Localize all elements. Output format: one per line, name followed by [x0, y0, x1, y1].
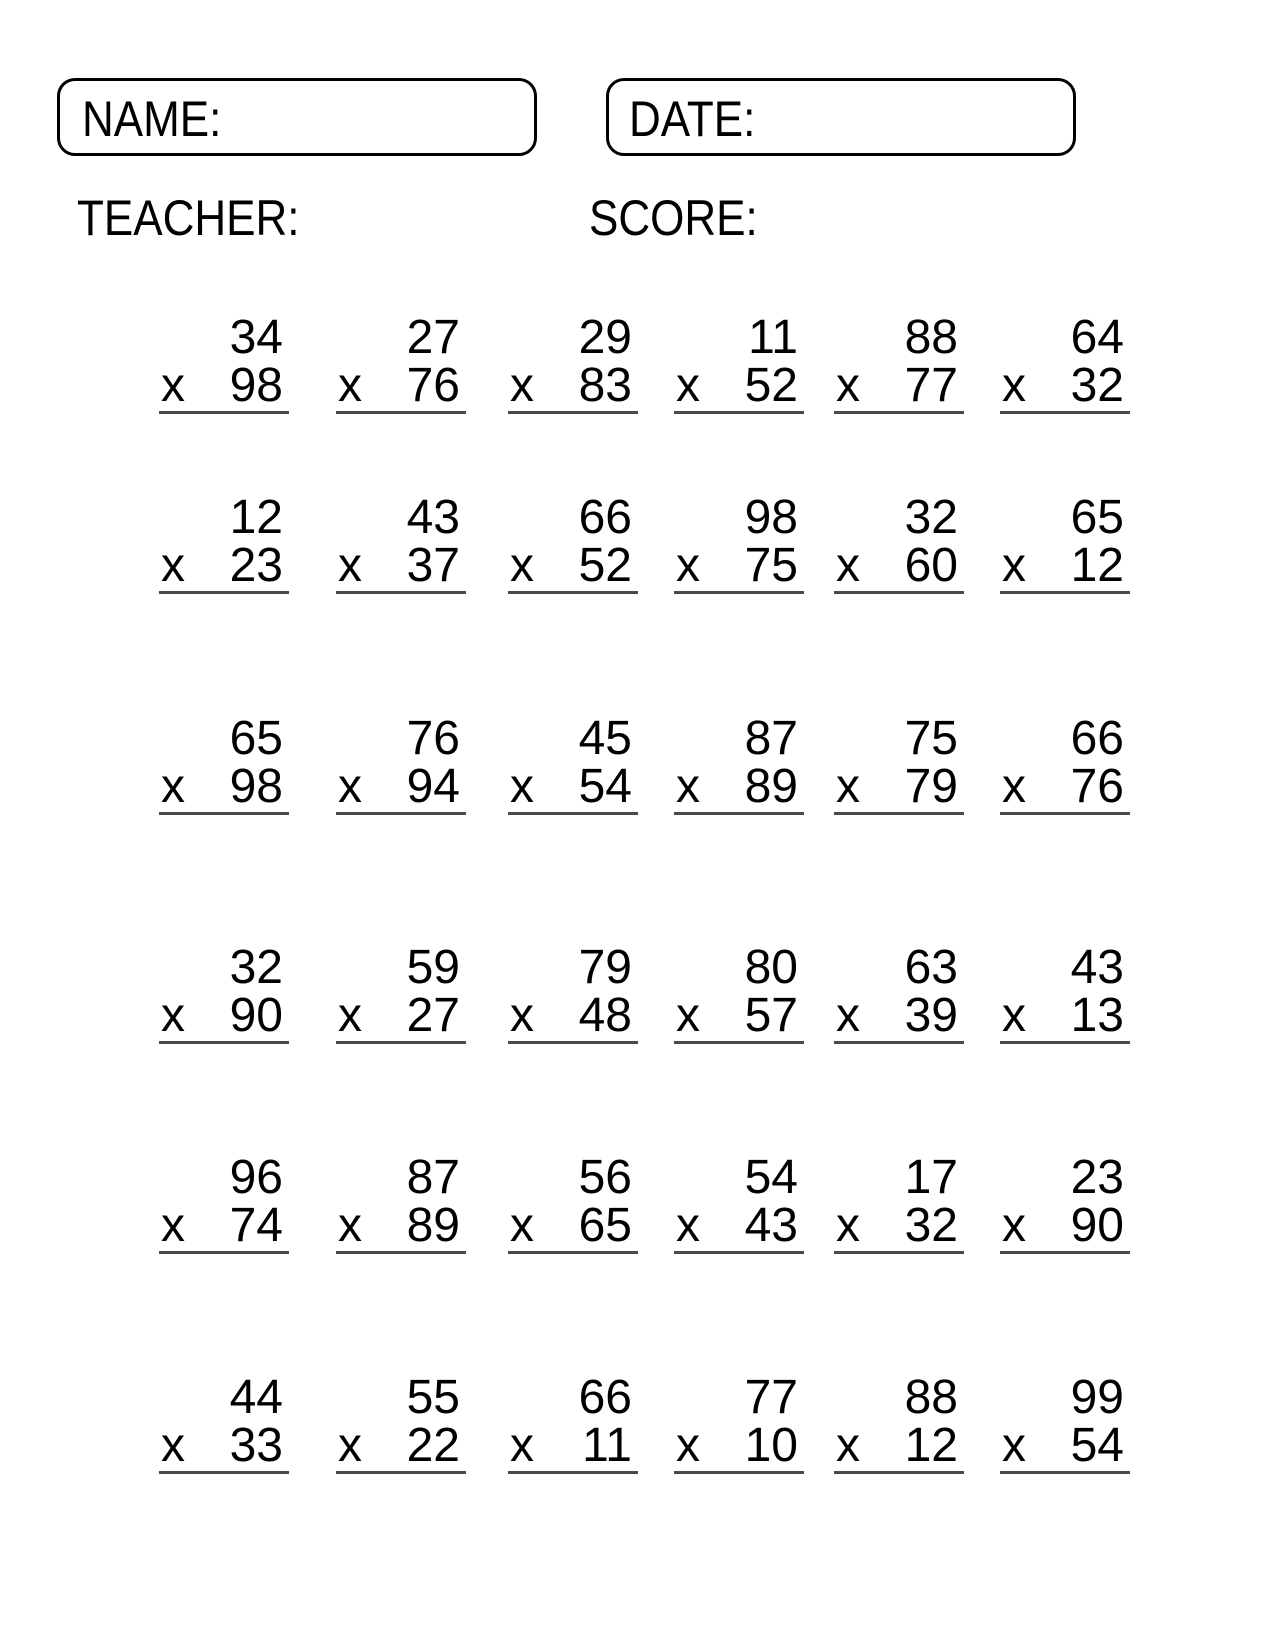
problem-cell	[336, 1371, 466, 1474]
problem-cell	[508, 1371, 638, 1474]
multiplier-row	[336, 762, 466, 812]
problem-cell	[336, 1151, 466, 1254]
multiplier: 37	[406, 539, 460, 592]
multiplier: 57	[744, 989, 798, 1042]
multiplicand: 34	[229, 311, 283, 364]
multiplier-row	[159, 1421, 289, 1471]
problem-cell	[834, 1151, 964, 1254]
multiplicand: 64	[1070, 311, 1124, 364]
problem-cell	[834, 311, 964, 414]
multiplication-sign: x	[510, 1419, 534, 1472]
multiplier: 76	[406, 359, 460, 412]
multiplication-sign: x	[836, 989, 860, 1042]
name-label: NAME:	[82, 91, 222, 147]
multiplier: 89	[406, 1199, 460, 1252]
multiplicand: 43	[406, 491, 460, 544]
multiplier: 60	[904, 539, 958, 592]
problem-cell	[834, 712, 964, 815]
multiplicand: 80	[744, 941, 798, 994]
multiplication-sign: x	[161, 760, 185, 813]
problem-cell	[159, 1371, 289, 1474]
multiplier-row	[336, 361, 466, 411]
multiplier: 22	[406, 1419, 460, 1472]
multiplicand: 76	[406, 712, 460, 765]
multiplicand: 79	[578, 941, 632, 994]
multiplication-sign: x	[161, 1199, 185, 1252]
multiplicand: 43	[1070, 941, 1124, 994]
problem-cell	[336, 311, 466, 414]
multiplication-sign: x	[676, 539, 700, 592]
multiplicand: 54	[744, 1151, 798, 1204]
multiplicand: 75	[904, 712, 958, 765]
problem-cell	[336, 491, 466, 594]
multiplication-sign: x	[338, 539, 362, 592]
multiplicand: 66	[578, 491, 632, 544]
problem-cell	[159, 941, 289, 1044]
multiplication-sign: x	[676, 1419, 700, 1472]
multiplicand: 88	[904, 1371, 958, 1424]
multiplication-sign: x	[510, 539, 534, 592]
multiplier: 74	[229, 1199, 283, 1252]
problem-cell	[834, 1371, 964, 1474]
problem-cell	[1000, 1151, 1130, 1254]
problem-cell	[1000, 941, 1130, 1044]
multiplier-row	[674, 762, 804, 812]
multiplicand: 45	[578, 712, 632, 765]
multiplication-sign: x	[676, 1199, 700, 1252]
multiplication-sign: x	[836, 760, 860, 813]
multiplier-row	[674, 1201, 804, 1251]
multiplier: 27	[406, 989, 460, 1042]
problem-cell	[1000, 311, 1130, 414]
multiplication-sign: x	[836, 1419, 860, 1472]
multiplier: 32	[904, 1199, 958, 1252]
multiplier: 12	[1070, 539, 1124, 592]
multiplication-sign: x	[1002, 1419, 1026, 1472]
multiplication-sign: x	[676, 359, 700, 412]
multiplier-row	[834, 1421, 964, 1471]
problem-cell	[508, 1151, 638, 1254]
multiplicand: 23	[1070, 1151, 1124, 1204]
problem-cell	[336, 712, 466, 815]
multiplicand: 12	[229, 491, 283, 544]
multiplicand: 88	[904, 311, 958, 364]
multiplier-row	[674, 361, 804, 411]
multiplication-sign: x	[161, 539, 185, 592]
multiplicand: 66	[1070, 712, 1124, 765]
multiplier: 33	[229, 1419, 283, 1472]
multiplication-sign: x	[836, 539, 860, 592]
multiplication-sign: x	[338, 760, 362, 813]
multiplicand: 56	[578, 1151, 632, 1204]
multiplication-sign: x	[836, 1199, 860, 1252]
multiplication-sign: x	[161, 359, 185, 412]
problem-cell	[674, 1371, 804, 1474]
multiplier-row	[1000, 1201, 1130, 1251]
multiplier: 77	[904, 359, 958, 412]
problem-cell	[336, 941, 466, 1044]
multiplier-row	[159, 991, 289, 1041]
problem-cell	[674, 1151, 804, 1254]
multiplier: 54	[1070, 1419, 1124, 1472]
multiplier-row	[674, 991, 804, 1041]
multiplicand: 32	[229, 941, 283, 994]
multiplicand: 27	[406, 311, 460, 364]
multiplier-row	[674, 541, 804, 591]
multiplier-row	[336, 1201, 466, 1251]
multiplicand: 98	[744, 491, 798, 544]
multiplication-sign: x	[1002, 359, 1026, 412]
multiplier-row	[336, 541, 466, 591]
problem-cell	[674, 311, 804, 414]
multiplier-row	[508, 762, 638, 812]
multiplier: 65	[578, 1199, 632, 1252]
multiplication-sign: x	[338, 1199, 362, 1252]
multiplier: 98	[229, 760, 283, 813]
teacher-label: TEACHER:	[77, 190, 300, 246]
multiplier-row	[508, 541, 638, 591]
multiplication-sign: x	[1002, 539, 1026, 592]
multiplicand: 65	[229, 712, 283, 765]
problem-cell	[1000, 712, 1130, 815]
multiplier-row	[834, 1201, 964, 1251]
multiplication-sign: x	[676, 760, 700, 813]
multiplier-row	[159, 361, 289, 411]
problem-cell	[674, 941, 804, 1044]
multiplier-row	[834, 991, 964, 1041]
multiplicand: 29	[578, 311, 632, 364]
multiplier-row	[159, 762, 289, 812]
multiplication-sign: x	[161, 989, 185, 1042]
multiplier-row	[508, 361, 638, 411]
multiplier: 48	[578, 989, 632, 1042]
multiplier-row	[834, 361, 964, 411]
multiplier-row	[674, 1421, 804, 1471]
multiplier: 90	[229, 989, 283, 1042]
multiplier: 39	[904, 989, 958, 1042]
problem-cell	[159, 311, 289, 414]
multiplier-row	[1000, 361, 1130, 411]
multiplicand: 65	[1070, 491, 1124, 544]
multiplier: 12	[904, 1419, 958, 1472]
multiplicand: 59	[406, 941, 460, 994]
multiplier: 89	[744, 760, 798, 813]
multiplicand: 63	[904, 941, 958, 994]
multiplier: 76	[1070, 760, 1124, 813]
problem-cell	[1000, 491, 1130, 594]
problem-cell	[159, 712, 289, 815]
multiplier: 10	[744, 1419, 798, 1472]
multiplicand: 66	[578, 1371, 632, 1424]
multiplication-sign: x	[510, 1199, 534, 1252]
multiplication-sign: x	[338, 989, 362, 1042]
multiplier-row	[336, 991, 466, 1041]
multiplication-sign: x	[510, 989, 534, 1042]
multiplier-row	[159, 541, 289, 591]
multiplication-sign: x	[1002, 989, 1026, 1042]
multiplicand: 87	[406, 1151, 460, 1204]
multiplier: 11	[582, 1419, 632, 1472]
multiplier-row	[508, 1421, 638, 1471]
multiplicand: 44	[229, 1371, 283, 1424]
problem-cell	[508, 311, 638, 414]
multiplication-sign: x	[161, 1419, 185, 1472]
multiplication-sign: x	[510, 359, 534, 412]
multiplicand: 32	[904, 491, 958, 544]
problem-cell	[834, 941, 964, 1044]
multiplier-row	[508, 991, 638, 1041]
problem-cell	[674, 491, 804, 594]
multiplier: 98	[229, 359, 283, 412]
problem-cell	[508, 712, 638, 815]
multiplication-sign: x	[1002, 760, 1026, 813]
problem-cell	[674, 712, 804, 815]
multiplier: 75	[744, 539, 798, 592]
multiplier-row	[1000, 762, 1130, 812]
problem-cell	[159, 1151, 289, 1254]
problem-cell	[834, 491, 964, 594]
multiplication-sign: x	[1002, 1199, 1026, 1252]
problem-cell	[1000, 1371, 1130, 1474]
multiplier-row	[834, 762, 964, 812]
multiplier: 32	[1070, 359, 1124, 412]
multiplicand: 17	[904, 1151, 958, 1204]
multiplier-row	[159, 1201, 289, 1251]
multiplier: 94	[406, 760, 460, 813]
multiplier-row	[336, 1421, 466, 1471]
multiplicand: 99	[1070, 1371, 1124, 1424]
multiplier: 79	[904, 760, 958, 813]
multiplier-row	[508, 1201, 638, 1251]
multiplier: 43	[744, 1199, 798, 1252]
multiplier: 54	[578, 760, 632, 813]
score-label: SCORE:	[589, 190, 758, 246]
multiplier: 83	[578, 359, 632, 412]
multiplicand: 87	[744, 712, 798, 765]
multiplication-sign: x	[676, 989, 700, 1042]
multiplier-row	[834, 541, 964, 591]
problem-cell	[159, 491, 289, 594]
multiplier: 90	[1070, 1199, 1124, 1252]
date-label: DATE:	[629, 91, 756, 147]
multiplier: 13	[1070, 989, 1124, 1042]
multiplier: 23	[229, 539, 283, 592]
multiplication-sign: x	[338, 1419, 362, 1472]
problem-cell	[508, 941, 638, 1044]
multiplicand: 77	[744, 1371, 798, 1424]
multiplication-sign: x	[510, 760, 534, 813]
multiplier-row	[1000, 1421, 1130, 1471]
multiplier: 52	[744, 359, 798, 412]
problem-cell	[508, 491, 638, 594]
multiplication-sign: x	[338, 359, 362, 412]
multiplicand: 11	[748, 311, 798, 364]
multiplier-row	[1000, 991, 1130, 1041]
multiplicand: 96	[229, 1151, 283, 1204]
multiplier-row	[1000, 541, 1130, 591]
multiplier: 52	[578, 539, 632, 592]
multiplicand: 55	[406, 1371, 460, 1424]
multiplication-sign: x	[836, 359, 860, 412]
